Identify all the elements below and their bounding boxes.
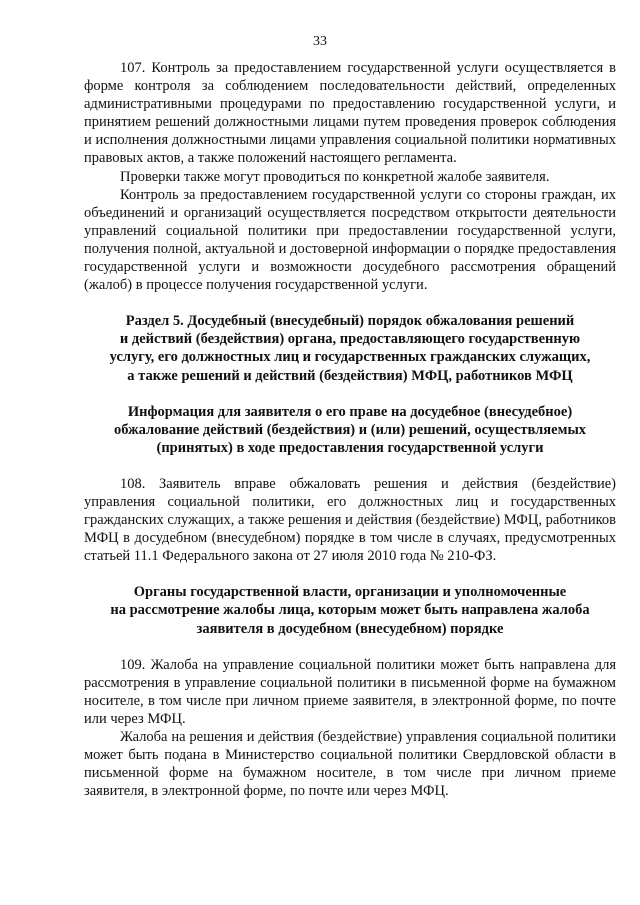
organs-heading [84, 583, 616, 637]
heading-line: а также решений и действий (бездействия) МФЦ, работников МФЦ [127, 367, 573, 384]
heading-line: Информация для заявителя о его праве на досудебное (внесудебное) [127, 403, 573, 420]
page-content [84, 59, 616, 800]
page-number: 33 [313, 34, 327, 49]
paragraph-complaint-checks: Проверки также могут проводиться по конкретной жалобе заявителя. [120, 168, 550, 185]
paragraph-109: 109. Жалоба на управление социальной политики может быть направлена для рассмотрения в управление социальной политики в письменной форме на бумажном носителе, в том числе при личном приеме заявителя, в электронной форме, по почте или через МФЦ. [84, 656, 616, 727]
heading-line: услугу, его должностных лиц и государственных гражданских служащих, [109, 349, 591, 366]
heading-line: заявителя в досудебном (внесудебном) порядке [196, 620, 504, 637]
heading-line: (принятых) в ходе предоставления государственной услуги [156, 439, 544, 456]
heading-line: обжалование действий (бездействия) и (или) решений, осуществляемых [113, 421, 587, 438]
heading-line: Органы государственной власти, организации и уполномоченные [133, 584, 567, 601]
paragraph-ministry-complaint: Жалоба на решения и действия (бездействие) управления социальной политики может быть подана в Министерство социальной политики Свердловской области в письменной форме на бумажном носителе, в том числе при личном приеме заявителя, в электронной форме, по почте или через МФЦ. [84, 729, 616, 800]
heading-line: и действий (бездействия) органа, предоставляющего государственную [119, 331, 581, 348]
paragraph-citizen-control: Контроль за предоставлением государственной услуги со стороны граждан, их объединений и организаций осуществляется посредством открытости деятельности управлений социальной политики при предоставлении государственной услуги, получения полной, актуальной и достоверной информации о порядке предоставления государственной услуги и возможности досудебного рассмотрения обращений (жалоб) в процессе получения государственной услуги. [84, 186, 616, 294]
heading-line: на рассмотрение жалобы лица, которым может быть направлена жалоба [110, 602, 590, 619]
info-heading [84, 403, 616, 457]
section-5-heading [84, 312, 616, 384]
heading-line: Раздел 5. Досудебный (внесудебный) порядок обжалования решений [125, 313, 575, 330]
paragraph-107: 107. Контроль за предоставлением государственной услуги осуществляется в форме контроля за соблюдением последовательности действий, определенных административными процедурами по предоставлению государственной услуги, и принятием решений должностными лицами путем проведения проверок соблюдения и исполнения должностными лицами управления социальной политики нормативных правовых актов, а также положений настоящего регламента. [84, 60, 616, 167]
paragraph-108: 108. Заявитель вправе обжаловать решения и действия (бездействие) управления социальной политики, его должностных лиц и государственных гражданских служащих, а также решения и действия (бездействие) МФЦ, работников МФЦ в досудебном (внесудебном) порядке в том числе в случаях, предусмотренных статьей 11.1 Федерального закона от 27 июля 2010 года № 210-ФЗ. [84, 475, 616, 565]
